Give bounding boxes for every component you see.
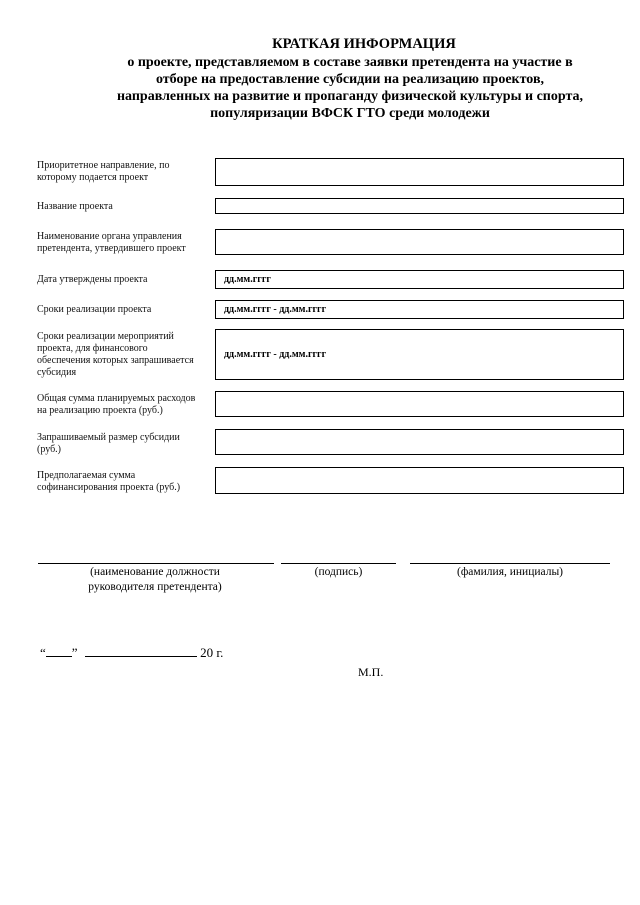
label-line: на реализацию проекта (руб.) [37,405,163,416]
day-blank[interactable] [46,656,72,657]
subtitle-line: отборе на предоставление субсидии на реализацию проектов, [155,72,545,87]
label-line: Дата утверждены проекта [37,274,148,285]
document-title: КРАТКАЯ ИНФОРМАЦИЯ [272,36,456,52]
caption-line: руководителя претендента) [88,581,222,593]
project-period-field[interactable]: дд.мм.гггг - дд.мм.гггг [215,300,624,319]
subtitle-line: о проекте, представляемом в составе заявки претендента на участие в [127,55,573,70]
label-line: Приоритетное направление, по [37,160,170,171]
activities-period-field[interactable]: дд.мм.гггг - дд.мм.гггг [215,329,624,380]
signature-caption: (подпись) [314,566,363,578]
label-line: которому подается проект [37,172,149,183]
label-line: Запрашиваемый размер субсидии [37,432,180,443]
label-line: Название проекта [37,201,113,212]
requested-subsidy-field[interactable] [215,429,624,455]
label-line: претендента, утвердившего проект [37,243,186,254]
approval-date-field[interactable]: дд.мм.гггг [215,270,624,289]
open-quote: “ [40,645,46,660]
label-line: проекта, для финансового [37,343,148,354]
field-label-project-period [37,304,211,316]
field-label-approving-body [37,231,211,255]
close-quote: ” [71,645,78,660]
position-caption [40,565,270,595]
label-line: Сроки реализации мероприятий [37,331,174,342]
project-name-field[interactable] [215,198,624,214]
year-suffix: г. [216,645,224,660]
document-subtitle [70,54,630,122]
name-caption: (фамилия, инициалы) [456,566,564,578]
stamp-place: М.П. [358,665,384,679]
label-line: Предполагаемая сумма [37,470,136,481]
position-signature-line[interactable] [38,563,274,564]
field-label-requested-subsidy [37,432,211,456]
signature-line[interactable] [281,563,396,564]
field-label-project-name [37,201,211,213]
label-line: обеспечения которых запрашивается [37,355,194,366]
field-label-activities-period [37,331,211,379]
label-line: Общая сумма планируемых расходов [37,393,196,404]
label-line: софинансирования проекта (руб.) [37,482,181,493]
label-line: (руб.) [37,444,61,455]
subtitle-line: популяризации ВФСК ГТО среди молодежи [210,106,490,121]
field-label-approval-date [37,274,211,286]
caption-line: (наименование должности [90,566,220,578]
label-line: Сроки реализации проекта [37,304,152,315]
name-signature-line[interactable] [410,563,610,564]
priority-direction-field[interactable] [215,158,624,186]
date-line [40,645,223,661]
field-label-priority-direction [37,160,211,184]
field-label-cofinancing [37,470,211,494]
month-blank[interactable] [85,656,197,657]
label-line: субсидия [37,367,77,378]
year-prefix: 20 [200,645,214,660]
total-expenses-field[interactable] [215,391,624,417]
subtitle-line: направленных на развитие и пропаганду физической культуры и спорта, [116,89,584,104]
field-label-total-expenses [37,393,211,417]
approving-body-field[interactable] [215,229,624,255]
label-line: Наименование органа управления [37,231,182,242]
cofinancing-field[interactable] [215,467,624,494]
